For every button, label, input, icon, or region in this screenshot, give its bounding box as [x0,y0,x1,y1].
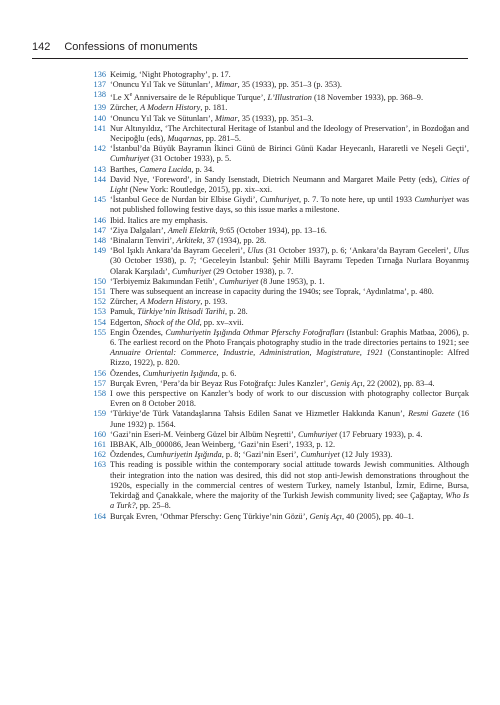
endnote-fragment: ‘Onuncu Yıl Tak ve Sütunları’, [110,113,215,123]
endnote [88,430,469,440]
endnote-title: Mimar [214,113,238,123]
endnote-fragment: , p. 7. To note here, up until 1933 [299,195,415,205]
endnote-fragment: Edgerton, [110,317,145,327]
endnote-text [110,175,469,194]
endnote-title: Cumhuriyet [171,266,212,276]
endnote-number-link[interactable]: 152 [93,297,106,307]
endnote-fragment: , p. 8; ‘Gazi’nin Eseri’, [221,450,301,460]
endnote-text [110,236,266,245]
endnote-number-link[interactable]: 158 [93,389,106,399]
endnote-number-link[interactable]: 157 [93,378,106,388]
endnote-fragment: Ibid. Italics are my emphasis. [110,215,208,225]
endnote [88,236,469,246]
endnote-fragment: (16 June 1932) p. 1564. [110,409,469,429]
endnote-fragment: , pp. 281–5. [201,133,241,143]
endnote-number-link[interactable]: 164 [93,511,106,521]
endnote-text [110,318,244,327]
endnote-title: A Modern History [140,297,201,307]
endnote [88,165,469,175]
endnote [88,460,469,511]
endnote-title: Cumhuriyet [300,450,340,460]
endnote-text [110,114,314,123]
endnote-fragment: Burçak Evren, ‘Pera’da bir Beyaz Rus Fotoğrafçı: Jules Kanzler’, [110,378,331,388]
endnote-fragment: (30 October 1938), p. 7; ‘Geceleyin İstanbul: Şehir Milli Bayramı Tepeden Tırnağa Nurlara Boyanmış Olarak Karşıladı’, [110,256,469,276]
endnote-fragment: , 37 (1934), pp. 28. [202,236,267,246]
endnote-title: Cities of Light [110,174,469,194]
endnote-fragment: (17 February 1933), p. 4. [337,429,423,439]
endnote-text [110,165,214,174]
endnote [88,195,469,215]
endnote [88,369,469,379]
endnote-number-link[interactable]: 137 [93,80,106,90]
endnote-fragment: (Istanbul: Graphis Matbaa, 2006), p. 6. The earliest record on the Photo Français photography studio in the trade directories pertains to 1921; see [110,327,470,348]
endnote-text [110,246,469,275]
endnote-text [110,103,227,112]
endnote [88,328,469,369]
endnote-number-link[interactable]: 151 [93,287,106,297]
endnote-text [110,328,469,368]
endnote-title: L’Illustration [267,93,312,103]
endnote-text [110,226,327,235]
endnote-text [110,287,434,296]
endnote-number-link[interactable]: 138 [93,90,106,100]
endnote-title: Cumhuriyet [259,195,300,205]
endnote-number-link[interactable]: 142 [93,144,106,154]
endnote-text [110,379,435,388]
endnote-fragment: Keimig, ‘Night Photography’, p. 17. [110,70,231,79]
endnote [88,246,469,277]
endnote-number-link[interactable]: 144 [93,174,106,184]
endnote-fragment: was not published following festive days, so this issue marks a milestone. [110,195,469,215]
endnote-text [110,512,414,521]
endnote-number-link[interactable]: 136 [93,70,106,79]
endnote-fragment: , 22 (2002), pp. 83–4. [362,378,435,388]
endnote-number-link[interactable]: 149 [93,246,106,256]
endnote-number-link[interactable]: 160 [93,429,106,439]
endnote-fragment: Pamuk, [110,307,138,317]
endnote-fragment: ‘Onuncu Yıl Tak ve Sütunları’, [110,80,215,90]
endnote-title: Mimar [214,80,238,90]
endnote [88,297,469,307]
endnote-text [110,93,423,102]
endnote-title: Annuaire Oriental: Commerce, Industrie, Administration, Magistrature, 1921 [110,348,384,358]
endnote [88,226,469,236]
endnote [88,175,469,195]
endnote-title: Resmi Gazete [408,409,455,419]
endnote-text [110,80,342,89]
endnote [88,114,469,124]
endnote-fragment: ‘İstanbul Gece de Nurdan bir Elbise Giydi’, [110,195,260,205]
endnote-text [110,440,335,449]
endnote-title: A Modern History [140,103,201,113]
endnote [88,440,469,450]
endnote-title: Ulus [453,246,469,256]
endnote-fragment: , p. 193. [200,297,228,307]
endnote-fragment: , 9:65 (October 1934), pp. 13–16. [215,225,327,235]
endnote-text [110,124,469,143]
endnote-title: Camera Lucida [139,164,192,174]
endnote [88,80,469,90]
endnote-fragment: , pp. xv–xvii. [199,317,244,327]
endnote-fragment: , p. 28. [224,307,248,317]
running-header [32,41,468,53]
endnote-number-link[interactable]: 140 [93,113,106,123]
endnote-title: Cumhuriyetin Işığında [146,450,222,460]
endnote-title: Shock of the Old [144,317,200,327]
endnote-number-link[interactable]: 161 [93,440,106,450]
endnote-fragment: (31 October 1933), p. 5. [149,154,232,164]
endnote-fragment: ‘Bol Işıklı Ankara’da Bayram Geceleri’, [110,246,248,256]
endnote-fragment: Burçak Evren, ‘Othmar Pferschy: Genç Türkiye’nin Gözü’, [110,511,310,521]
endnote [88,389,469,409]
endnote-title: Cumhuriyet [110,154,150,164]
endnote-text [110,216,208,225]
endnote-fragment: e [129,92,133,99]
endnote-text [110,450,392,459]
endnote-title: Cumhuriyetin Işığında Othmar Pferschy Fotoğrafları [165,327,345,337]
endnote-fragment: IBBAK, Alb_000086, Jean Weinberg, ‘Gazi’nin Eseri’, 1933, p. 12. [110,440,336,450]
page-number: 142 [32,41,51,53]
endnote-number-link[interactable]: 141 [93,123,106,133]
endnote-text [110,195,469,214]
endnote-fragment: , 35 (1933), pp. 351–3. [237,113,314,123]
endnote-fragment: Barthes, [110,164,140,174]
endnote-number-link[interactable]: 156 [93,368,106,378]
endnotes-list [88,70,469,522]
endnote [88,124,469,144]
endnote-fragment: , p. 181. [200,103,228,113]
endnote-title: Geniş Açı [309,511,342,521]
endnote-fragment: (Constantinople: Alfred Rizzo, 1922), p. 820. [110,348,470,368]
endnote-number-link[interactable]: 155 [93,327,106,337]
endnote-fragment: This reading is possible within the contemporary social attitude towards Jewish communities. Although their integration into the nation was desired, this did not stop anti-Jewish demonstrations throughout the 1920s, especially in the commercial centres of western Turkey, namely Istanbul, İzmir, Edirne, Bursa, Tekirdağ and Çanakkale, where the majority of the Turkish Jewish community lived; see Çağaptay, [110,460,469,501]
endnote-fragment: Özdendes, [110,450,147,460]
endnote [88,90,469,103]
endnote-fragment: (New York: Routledge, 2015), pp. xix–xxi. [127,185,273,194]
endnote-fragment: (29 October 1938), p. 7. [211,266,294,276]
endnote-text [110,144,469,163]
endnote-fragment: , p. 6. [217,368,237,378]
endnote [88,379,469,389]
endnote-fragment: ‘İstanbul’da Büyük Bayramın İkinci Günü de Birinci Günü Kadar Heyecanlı, Hararetli ve Neşeli Geçti’, [110,144,469,154]
endnote-fragment: ‘Türkiye’de Türk Vatandaşlarına Tahsis Edilen Sanat ve Hizmetler Hakkında Kanun’, [110,409,409,419]
endnote-title: Cumhuriyet [414,195,454,205]
endnote-title: Who Is a Turk? [110,491,469,511]
endnote-fragment: Engin Özendes, [110,327,166,337]
endnote-number-link[interactable]: 143 [93,164,106,174]
endnote-fragment: Zürcher, [110,297,141,307]
endnote-title: Muqarnas [167,133,202,143]
endnote-number-link[interactable]: 148 [93,236,106,246]
endnote-number-link[interactable]: 150 [93,276,106,286]
endnote-number-link[interactable]: 154 [93,317,106,327]
endnote [88,512,469,522]
endnote-title: Geniş Açı [330,378,363,388]
endnote-fragment: ‘Binaların Tenviri’, [110,236,177,246]
endnote-fragment: ‘Gazi’nin Eseri-M. Veinberg Güzel bir Albüm Neşretti’, [110,429,298,439]
endnote-fragment: , pp. 25–8. [135,501,171,511]
endnote-title: Ameli Elektrik [167,225,216,235]
endnote-fragment: (18 November 1933), pp. 368–9. [311,93,424,103]
endnote-fragment: David Nye, ‘Foreword’, in Sandy Isenstadt, Dietrich Neumann and Margaret Maile Petty (eds), [110,174,441,184]
endnote-fragment: , 35 (1933), pp. 351–3 (p. 353). [237,80,342,90]
endnote-fragment: (31 October 1937), p. 6; ‘Ankara’da Bayram Geceleri’, [263,246,454,256]
endnote-fragment: ‘Le X [110,93,130,103]
endnote-text [110,430,422,439]
endnote [88,450,469,460]
endnote-number-link[interactable]: 153 [93,307,106,317]
endnote-number-link[interactable]: 146 [93,215,106,225]
endnote-fragment: There was subsequent an increase in capacity during the 1940s; see Toprak, ‘Aydınlatma’, p. 480. [110,287,434,297]
endnote [88,216,469,226]
endnote [88,287,469,297]
endnote-title: Ulus [247,246,264,256]
endnote-fragment: ‘Ziya Dalgaları’, [110,225,168,235]
endnote-fragment: , p. 34. [191,164,215,174]
endnote-text [110,409,469,428]
endnote-text [110,307,248,316]
endnote [88,277,469,287]
running-title: Confessions of monuments [64,41,198,53]
endnote-fragment: Özendes, [110,368,143,378]
endnote-text [110,297,227,306]
endnote [88,144,469,164]
endnote-number-link[interactable]: 159 [93,409,106,419]
endnote-fragment: (12 July 1933). [339,450,393,460]
endnote-number-link[interactable]: 162 [93,450,106,460]
endnote-number-link[interactable]: 139 [93,103,106,113]
endnote-text [110,460,469,510]
endnote-text [110,389,469,408]
endnote-fragment: Nur Altınyıldız, ‘The Architectural Heritage of Istanbul and the Ideology of Preservation’, in Bozdoğan and Necipoğlu (eds), [110,123,469,143]
endnote-fragment: I owe this perspective on Kanzler’s body of work to our discussion with photography collector Burçak Evren on 8 October 2018. [110,389,469,409]
endnote-title: Türkiye’nin İktisadi Tarihi [137,307,225,317]
endnote-fragment: ‘Terbiyemiz Bakımından Fetih’, [110,276,220,286]
endnote [88,409,469,429]
endnote-fragment: (8 June 1953), p. 1. [258,276,325,286]
endnote-number-link[interactable]: 145 [93,195,106,205]
header-rule [32,58,468,59]
endnote [88,318,469,328]
endnote [88,70,469,80]
endnote-title: Cumhuriyet [219,276,259,286]
endnote-title: Cumhuriyetin Işığında [142,368,218,378]
endnote-fragment: Anniversaire de le République Turque’, [132,93,268,103]
endnote-text [110,277,325,286]
endnote-fragment: Zürcher, [110,103,141,113]
endnote-title: Cumhuriyet [297,429,338,439]
endnote-title: Arkitekt [176,236,203,246]
endnote [88,307,469,317]
endnote-text [110,369,236,378]
endnote-number-link[interactable]: 147 [93,225,106,235]
endnote-number-link[interactable]: 163 [93,460,106,470]
endnote-text [110,70,231,79]
endnote [88,103,469,113]
endnote-fragment: , 40 (2005), pp. 40–1. [341,511,414,521]
